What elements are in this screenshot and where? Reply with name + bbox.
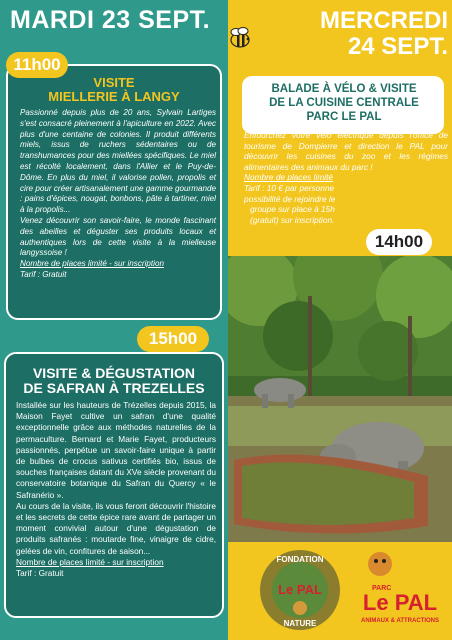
description-paragraph: Venez découvrir son savoir-faire, le monde fascinant des abeilles et déguster ses produits locaux et authentiques lors de cette visite à la mielleuse langyssoise !: [20, 215, 216, 258]
bee-icon: [226, 26, 254, 50]
event-description-safran: [16, 400, 216, 579]
places-info: Nombre de places limité - sur inscription: [20, 259, 164, 269]
tarif-info: Tarif : Gratuit: [16, 568, 64, 579]
tarif-info: Tarif : Gratuit: [20, 269, 67, 279]
time-badge-14h00: 14h00: [366, 229, 432, 255]
event-description-miellerie: [20, 108, 216, 281]
day-title-wednesday: [298, 8, 448, 60]
day-title-wednesday-line2: 24 SEPT.: [347, 33, 448, 60]
day-title-wednesday-line1: MERCREDI: [319, 7, 448, 34]
note-line: groupe sur place à 15h: [250, 204, 335, 215]
event-title-velo: [244, 82, 444, 124]
logo-text-lepal: Le PAL: [278, 582, 322, 597]
time-badge-15h00: 15h00: [137, 326, 209, 352]
event-title-line1: VISITE: [93, 75, 135, 90]
logo-text-lepal-main: Le PAL: [362, 590, 438, 615]
note-line: possibilité de rejoindre le: [244, 193, 336, 204]
description-paragraph: Installée sur les hauteurs de Trézelles depuis 2015, la Maison Fayet cultive un safran d'une qualité exceptionnelle grâce aux méthodes naturelles de la permaculture. Bernard et Marie Fayet, producteurs passionnés, perpétue un savoir-faire unique à partir de bulbes de crocus sativus certifiés bio, issus de souches françaises datant du XVe siècle provenant du conservatoire botanique du Safran du Quercy « le Safranério ».: [16, 400, 216, 500]
logo-text-nature: NATURE: [283, 619, 317, 628]
note-line: (gratuit) sur inscription.: [250, 214, 335, 225]
event-title-safran: [12, 366, 216, 396]
description-paragraph: Passionné depuis plus de 20 ans, Sylvain Lartiges s'est consacré pleinement à l'apiculture en 2022. Avec plus d'une centaine de colonies. Il produit différents miels, issus de ruchers sédentaires ou de transhumances pour des miellées spécifiques. Le miel est récolté localement, dans l'Allier et le Puy-de-Dôme. En plus du miel, il valorise pollen, propolis et cire pour créer artisanalement une gamme gourmande : pains d'épices, nougat, bonbons, pâte à tartiner, miel à la propolis...: [20, 108, 216, 215]
parc-le-pal-logo: [360, 548, 442, 628]
event-title-line2: DE SAFRAN À TREZELLES: [23, 380, 205, 396]
event-title-line3: PARC LE PAL: [306, 111, 382, 123]
places-info: Nombre de places limité: [244, 172, 333, 183]
description-paragraph: Enfourchez votre vélo électrique depuis l'office de tourisme de Dompierre et direction le PAL pour découvrir les cuisines du zoo et les régimes alimentaires des animaux du parc !: [244, 130, 448, 172]
day-title-tuesday: MARDI 23 SEPT.: [10, 6, 211, 34]
event-title-line2: DE LA CUISINE CENTRALE: [269, 97, 419, 109]
event-title-line1: VISITE & DÉGUSTATION: [32, 365, 196, 381]
description-paragraph: Au cours de la visite, ils vous feront découvrir l'histoire et les secrets de cette épice rare avant de partager un moment convivial autour d'une dégustation de produits safranés : moutarde fine, vinaigre de cidre, gelées de vin, confitures de saison...: [16, 500, 216, 556]
rhino-photo: [228, 256, 452, 542]
logo-text-fondation: FONDATION: [276, 555, 324, 564]
logo-text-parc: PARC: [372, 585, 392, 592]
event-title-line2: MIELLERIE À LANGY: [48, 89, 180, 104]
places-info: Nombre de places limité - sur inscription: [16, 556, 164, 567]
time-badge-11h00: 11h00: [6, 52, 68, 78]
logo-text-tagline: ANIMAUX & ATTRACTIONS: [361, 618, 439, 624]
event-description-velo: [244, 130, 448, 225]
event-title-miellerie: [34, 76, 194, 104]
fondation-le-pal-logo: [258, 548, 342, 632]
tarif-info: Tarif : 10 € par personne: [244, 182, 335, 193]
event-title-line1: BALADE À VÉLO & VISITE: [271, 83, 417, 95]
